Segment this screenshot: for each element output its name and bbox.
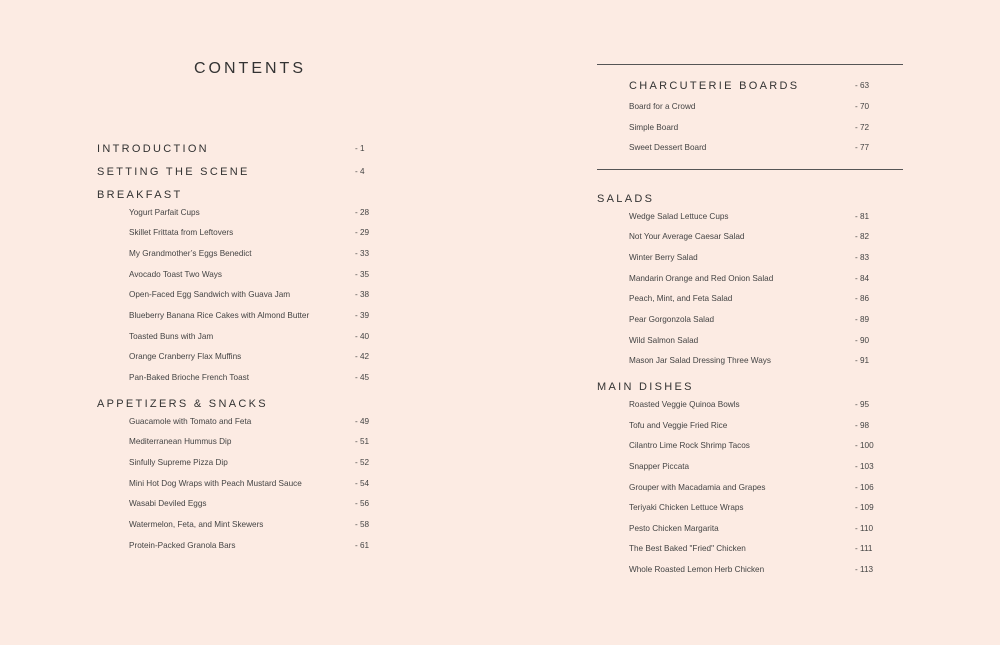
toc-item-page: - 40: [355, 332, 370, 341]
toc-item-label[interactable]: Tofu and Veggie Fried Rice: [629, 421, 728, 430]
toc-item-page: - 49: [355, 417, 370, 426]
toc-item-label[interactable]: Board for a Crowd: [629, 102, 696, 111]
toc-item-page: - 89: [855, 315, 870, 324]
toc-item-page: - 90: [855, 336, 870, 345]
toc-introduction-page: - 1: [355, 144, 365, 153]
toc-item-page: - 35: [355, 270, 370, 279]
toc-item-label[interactable]: Skillet Frittata from Leftovers: [129, 228, 234, 237]
divider-rule: [597, 169, 903, 170]
toc-introduction[interactable]: INTRODUCTION: [97, 143, 209, 155]
toc-item-label[interactable]: Snapper Piccata: [629, 462, 690, 471]
toc-item-page: - 33: [355, 249, 370, 258]
toc-item-page: - 29: [355, 228, 370, 237]
toc-item-page: - 72: [855, 123, 870, 132]
toc-item-label[interactable]: Avocado Toast Two Ways: [129, 270, 222, 279]
toc-item-label[interactable]: Mediterranean Hummus Dip: [129, 437, 232, 446]
toc-item-page: - 51: [355, 437, 370, 446]
toc-item-label[interactable]: Peach, Mint, and Feta Salad: [629, 294, 733, 303]
toc-item-page: - 113: [855, 565, 874, 574]
toc-item-label[interactable]: Guacamole with Tomato and Feta: [129, 417, 252, 426]
toc-setting-the-scene-page: - 4: [355, 167, 365, 176]
toc-item-page: - 42: [355, 352, 370, 361]
toc-item-page: - 39: [355, 311, 370, 320]
divider-rule: [597, 64, 903, 65]
section-breakfast[interactable]: BREAKFAST: [97, 189, 183, 201]
toc-item-page: - 86: [855, 294, 870, 303]
toc-charcuterie-page: - 63: [855, 81, 870, 90]
toc-item-label[interactable]: Roasted Veggie Quinoa Bowls: [629, 400, 740, 409]
toc-item-label[interactable]: Wasabi Deviled Eggs: [129, 499, 207, 508]
toc-item-page: - 98: [855, 421, 870, 430]
toc-setting-the-scene[interactable]: SETTING THE SCENE: [97, 166, 250, 178]
toc-item-label[interactable]: Watermelon, Feta, and Mint Skewers: [129, 520, 264, 529]
toc-item-page: - 70: [855, 102, 870, 111]
toc-item-label[interactable]: Grouper with Macadamia and Grapes: [629, 483, 766, 492]
toc-item-label[interactable]: Wedge Salad Lettuce Cups: [629, 212, 729, 221]
toc-item-page: - 109: [855, 503, 874, 512]
toc-item-page: - 110: [855, 524, 874, 533]
toc-item-label[interactable]: My Grandmother’s Eggs Benedict: [129, 249, 252, 258]
contents-title: CONTENTS: [194, 60, 306, 77]
toc-item-page: - 28: [355, 208, 370, 217]
toc-item-label[interactable]: Blueberry Banana Rice Cakes with Almond Butter: [129, 311, 310, 320]
toc-item-label[interactable]: Open-Faced Egg Sandwich with Guava Jam: [129, 290, 291, 299]
toc-item-label[interactable]: Yogurt Parfait Cups: [129, 208, 200, 217]
toc-item-label[interactable]: Winter Berry Salad: [629, 253, 698, 262]
toc-item-page: - 45: [355, 373, 370, 382]
toc-item-label[interactable]: Protein-Packed Granola Bars: [129, 541, 236, 550]
toc-item-label[interactable]: Pear Gorgonzola Salad: [629, 315, 715, 324]
toc-item-page: - 56: [355, 499, 370, 508]
section-appetizers-snacks[interactable]: APPETIZERS & SNACKS: [97, 398, 268, 410]
toc-item-label[interactable]: The Best Baked "Fried" Chicken: [629, 544, 746, 553]
toc-item-page: - 38: [355, 290, 370, 299]
section-salads[interactable]: SALADS: [597, 193, 655, 205]
toc-item-label[interactable]: Cilantro Lime Rock Shrimp Tacos: [629, 441, 750, 450]
toc-item-page: - 91: [855, 356, 870, 365]
toc-item-page: - 54: [355, 479, 370, 488]
toc-item-label[interactable]: Mason Jar Salad Dressing Three Ways: [629, 356, 771, 365]
toc-item-label[interactable]: Whole Roasted Lemon Herb Chicken: [629, 565, 765, 574]
section-main-dishes[interactable]: MAIN DISHES: [597, 381, 694, 393]
toc-item-label[interactable]: Wild Salmon Salad: [629, 336, 699, 345]
toc-item-label[interactable]: Sinfully Supreme Pizza Dip: [129, 458, 228, 467]
toc-item-label[interactable]: Not Your Average Caesar Salad: [629, 232, 745, 241]
toc-item-page: - 100: [855, 441, 874, 450]
toc-item-page: - 61: [355, 541, 370, 550]
toc-item-page: - 84: [855, 274, 870, 283]
toc-item-page: - 83: [855, 253, 870, 262]
toc-item-label[interactable]: Orange Cranberry Flax Muffins: [129, 352, 242, 361]
toc-item-page: - 106: [855, 483, 874, 492]
toc-item-label[interactable]: Mini Hot Dog Wraps with Peach Mustard Sauce: [129, 479, 302, 488]
toc-item-label[interactable]: Pesto Chicken Margarita: [629, 524, 719, 533]
toc-item-page: - 58: [355, 520, 370, 529]
toc-item-page: - 81: [855, 212, 870, 221]
toc-item-label[interactable]: Teriyaki Chicken Lettuce Wraps: [629, 503, 744, 512]
toc-item-label[interactable]: Toasted Buns with Jam: [129, 332, 214, 341]
toc-item-label[interactable]: Sweet Dessert Board: [629, 143, 707, 152]
toc-item-label[interactable]: Mandarin Orange and Red Onion Salad: [629, 274, 774, 283]
toc-item-label[interactable]: Simple Board: [629, 123, 679, 132]
toc-item-page: - 52: [355, 458, 370, 467]
toc-item-label[interactable]: Pan-Baked Brioche French Toast: [129, 373, 249, 382]
toc-item-page: - 82: [855, 232, 870, 241]
toc-item-page: - 111: [855, 544, 873, 553]
section-charcuterie-boards[interactable]: CHARCUTERIE BOARDS: [629, 80, 800, 92]
toc-item-page: - 95: [855, 400, 870, 409]
toc-item-page: - 77: [855, 143, 870, 152]
toc-item-page: - 103: [855, 462, 874, 471]
